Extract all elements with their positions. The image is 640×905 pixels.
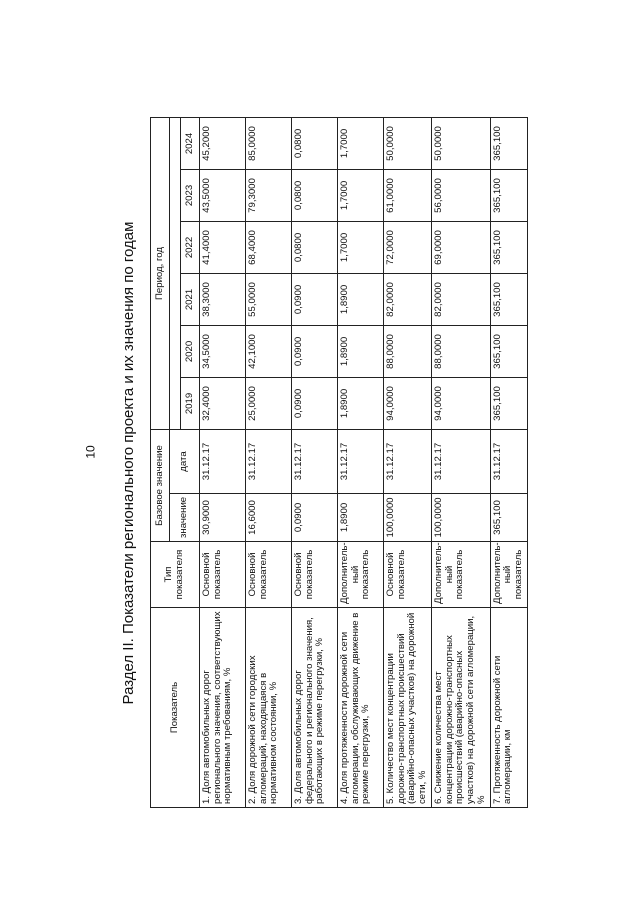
rotated-page-content (112, 118, 525, 808)
year-value: 1,8900 (338, 274, 384, 326)
table-row (292, 118, 338, 808)
table-row (490, 118, 527, 808)
base-date: 31.12.17 (292, 430, 338, 494)
year-value: 365,100 (490, 378, 527, 430)
year-value: 56,0000 (431, 170, 490, 222)
year-value: 1,7000 (338, 170, 384, 222)
year-value: 25,0000 (246, 378, 292, 430)
table-row (384, 118, 432, 808)
year-value: 82,0000 (384, 274, 432, 326)
indicators-table (150, 117, 528, 808)
base-value: 100,0000 (384, 494, 432, 542)
indicator-type: Основной показатель (384, 542, 432, 608)
indicator-name: 5. Количество мест концентрации дорожно-транспортных происшествий (аварийно-опасных участков) на дорожной сети, % (384, 608, 432, 808)
year-value: 1,8900 (338, 378, 384, 430)
year-value: 43,5000 (200, 170, 246, 222)
base-value: 1,8900 (338, 494, 384, 542)
header-indicator: Показатель (151, 608, 200, 808)
header-year: 2019 (181, 378, 200, 430)
year-value: 88,0000 (384, 326, 432, 378)
year-value: 41,4000 (200, 222, 246, 274)
year-value: 0,0900 (292, 326, 338, 378)
year-value: 1,8900 (338, 326, 384, 378)
header-year: 2024 (181, 118, 200, 170)
year-value: 61,0000 (384, 170, 432, 222)
header-year: 2021 (181, 274, 200, 326)
base-date: 31.12.17 (338, 430, 384, 494)
base-date: 31.12.17 (246, 430, 292, 494)
header-period: Период, год (151, 118, 170, 430)
year-value: 32,4000 (200, 378, 246, 430)
year-value: 88,0000 (431, 326, 490, 378)
header-year: 2020 (181, 326, 200, 378)
year-value: 365,100 (490, 222, 527, 274)
base-value: 0,0900 (292, 494, 338, 542)
year-value: 365,100 (490, 170, 527, 222)
year-value: 0,0800 (292, 170, 338, 222)
year-value: 38,3000 (200, 274, 246, 326)
base-date: 31.12.17 (384, 430, 432, 494)
indicator-type: Дополнитель-ный показатель (431, 542, 490, 608)
indicator-type: Основной показатель (200, 542, 246, 608)
page-number: 10 (83, 445, 98, 459)
header-period-spacer (170, 118, 181, 430)
base-value: 365,100 (490, 494, 527, 542)
table-row (200, 118, 246, 808)
header-base-date: дата (170, 430, 200, 494)
header-year: 2023 (181, 170, 200, 222)
year-value: 85,0000 (246, 118, 292, 170)
table-row (431, 118, 490, 808)
table-row (338, 118, 384, 808)
year-value: 94,0000 (384, 378, 432, 430)
year-value: 0,0900 (292, 274, 338, 326)
year-value: 1,7000 (338, 222, 384, 274)
year-value: 50,0000 (431, 118, 490, 170)
indicator-type: Основной показатель (246, 542, 292, 608)
year-value: 55,0000 (246, 274, 292, 326)
year-value: 42,1000 (246, 326, 292, 378)
year-value: 69,0000 (431, 222, 490, 274)
header-row-1 (151, 118, 170, 808)
year-value: 0,0800 (292, 222, 338, 274)
indicator-name: 1. Доля автомобильных дорог регионального значения, соответствующих нормативным требованиям, % (200, 608, 246, 808)
table-row (246, 118, 292, 808)
base-date: 31.12.17 (490, 430, 527, 494)
indicator-type: Дополнитель-ный показатель (338, 542, 384, 608)
year-value: 365,100 (490, 118, 527, 170)
year-value: 365,100 (490, 274, 527, 326)
year-value: 94,0000 (431, 378, 490, 430)
year-value: 68,4000 (246, 222, 292, 274)
base-value: 16,6000 (246, 494, 292, 542)
header-base: Базовое значение (151, 430, 170, 542)
indicator-name: 6. Снижение количества мест концентрации дорожно-транспортных происшествий (аварийно-опасных участков) на дорожной сети агломерации, % (431, 608, 490, 808)
year-value: 0,0800 (292, 118, 338, 170)
header-base-value: значение (170, 494, 200, 542)
year-value: 1,7000 (338, 118, 384, 170)
year-value: 79,3000 (246, 170, 292, 222)
indicator-name: 4. Доля протяженности дорожной сети агломерации, обслуживающих движение в режиме перегрузки, % (338, 608, 384, 808)
indicator-type: Дополнитель-ный показатель (490, 542, 527, 608)
section-title: Раздел II. Показатели регионального проекта и их значения по годам (120, 221, 137, 705)
indicator-name: 7. Протяженность дорожной сети агломерации, км (490, 608, 527, 808)
base-date: 31.12.17 (200, 430, 246, 494)
year-value: 34,5000 (200, 326, 246, 378)
year-value: 0,0900 (292, 378, 338, 430)
indicator-name: 3. Доля автомобильных дорог федерального и регионального значения, работающих в режиме перегрузки, % (292, 608, 338, 808)
year-value: 45,2000 (200, 118, 246, 170)
header-type: Тип показателя (151, 542, 200, 608)
year-value: 72,0000 (384, 222, 432, 274)
base-value: 30,9000 (200, 494, 246, 542)
indicator-name: 2. Доля дорожной сети городских агломераций, находящаяся в нормативном состоянии, % (246, 608, 292, 808)
header-year: 2022 (181, 222, 200, 274)
base-value: 100,0000 (431, 494, 490, 542)
year-value: 50,0000 (384, 118, 432, 170)
year-value: 365,100 (490, 326, 527, 378)
year-value: 82,0000 (431, 274, 490, 326)
indicator-type: Основной показатель (292, 542, 338, 608)
base-date: 31.12.17 (431, 430, 490, 494)
